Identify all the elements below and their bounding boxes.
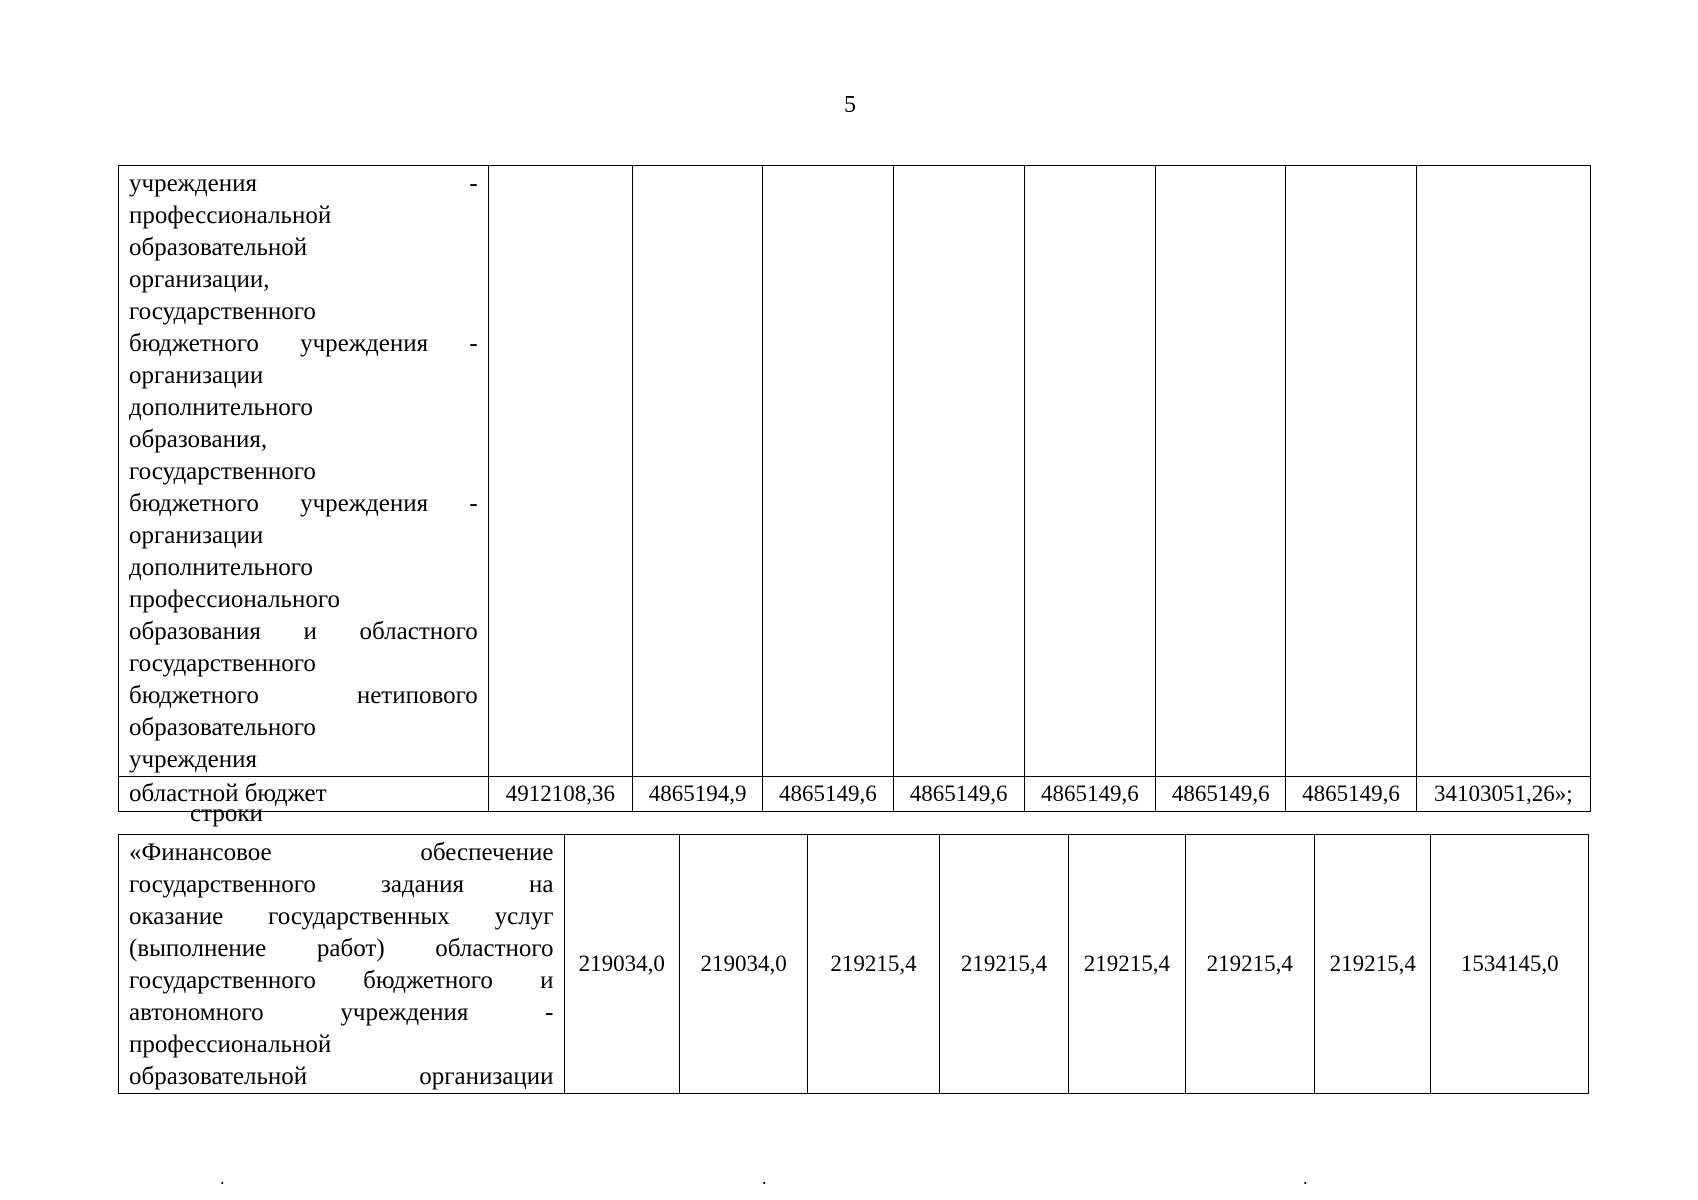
value-cell: 219215,4 bbox=[1069, 835, 1185, 1094]
description-line: профессиональной bbox=[129, 1031, 332, 1058]
description-line: дополнительного bbox=[129, 554, 313, 581]
table-row bbox=[119, 835, 1589, 1094]
description-line: учреждения bbox=[129, 746, 258, 773]
value-cell: 4865149,6 bbox=[893, 777, 1024, 812]
value-cell: 219215,4 bbox=[1185, 835, 1314, 1094]
value-cell: 34103051,26»; bbox=[1416, 777, 1590, 812]
budget-table-replacement bbox=[118, 834, 1589, 1094]
description-line: организации bbox=[129, 522, 264, 549]
value-cell: 219215,4 bbox=[808, 835, 939, 1094]
page-number: 5 bbox=[844, 92, 856, 118]
budget-table-continued bbox=[118, 165, 1591, 812]
empty-cell bbox=[1416, 166, 1590, 777]
description-line: бюджетного учреждения - bbox=[129, 490, 478, 517]
description-line: образовательного bbox=[129, 714, 316, 741]
empty-cell bbox=[763, 166, 893, 777]
description-line: учреждения - bbox=[129, 170, 478, 197]
value-cell: 4912108,36 bbox=[488, 777, 632, 812]
row-description-cell bbox=[119, 166, 489, 777]
empty-cell bbox=[893, 166, 1024, 777]
description-line: оказание государственных услуг bbox=[129, 903, 554, 930]
description-line: государственного bbox=[129, 458, 316, 485]
value-cell: 4865149,6 bbox=[763, 777, 893, 812]
table-row-total bbox=[119, 777, 1591, 812]
description-line: образования, bbox=[129, 426, 268, 453]
value-cell: 219034,0 bbox=[564, 835, 679, 1094]
description-line: государственного bbox=[129, 650, 316, 677]
value-cell: 4865149,6 bbox=[1024, 777, 1155, 812]
total-row-label: областной бюджет bbox=[119, 777, 489, 812]
value-cell: 4865194,9 bbox=[633, 777, 763, 812]
description-line: государственного bbox=[129, 298, 316, 325]
description-line: бюджетного нетипового bbox=[129, 682, 478, 709]
table-row bbox=[119, 166, 1591, 777]
footer-mark: . bbox=[1303, 1168, 1308, 1188]
value-cell: 4865149,6 bbox=[1286, 777, 1416, 812]
description-line: дополнительного bbox=[129, 394, 313, 421]
footer-mark: . bbox=[220, 1168, 225, 1188]
between-text: строки bbox=[190, 800, 263, 827]
description-line: бюджетного учреждения - bbox=[129, 330, 478, 357]
value-cell: 1534145,0 bbox=[1431, 835, 1589, 1094]
row-description-cell bbox=[119, 835, 565, 1094]
empty-cell bbox=[1024, 166, 1155, 777]
description-line: образовательной bbox=[129, 234, 308, 261]
value-cell: 219215,4 bbox=[1315, 835, 1431, 1094]
description-line: профессионального bbox=[129, 586, 340, 613]
description-line: автономного учреждения - bbox=[129, 999, 554, 1026]
description-line: профессиональной bbox=[129, 202, 332, 229]
footer-mark: . bbox=[762, 1168, 767, 1188]
value-cell: 219215,4 bbox=[939, 835, 1068, 1094]
description-line: (выполнение работ) областного bbox=[129, 935, 554, 962]
value-cell: 4865149,6 bbox=[1156, 777, 1286, 812]
empty-cell bbox=[1286, 166, 1416, 777]
value-cell: 219034,0 bbox=[679, 835, 807, 1094]
description-line: образовательной организации bbox=[129, 1063, 554, 1090]
empty-cell bbox=[1156, 166, 1286, 777]
empty-cell bbox=[633, 166, 763, 777]
description-line: образования и областного bbox=[129, 618, 478, 645]
description-line: «Финансовое обеспечение bbox=[129, 839, 554, 866]
description-line: организации, bbox=[129, 266, 270, 293]
empty-cell bbox=[488, 166, 632, 777]
description-line: организации bbox=[129, 362, 264, 389]
description-line: государственного бюджетного и bbox=[129, 967, 554, 994]
description-line: государственного задания на bbox=[129, 871, 554, 898]
